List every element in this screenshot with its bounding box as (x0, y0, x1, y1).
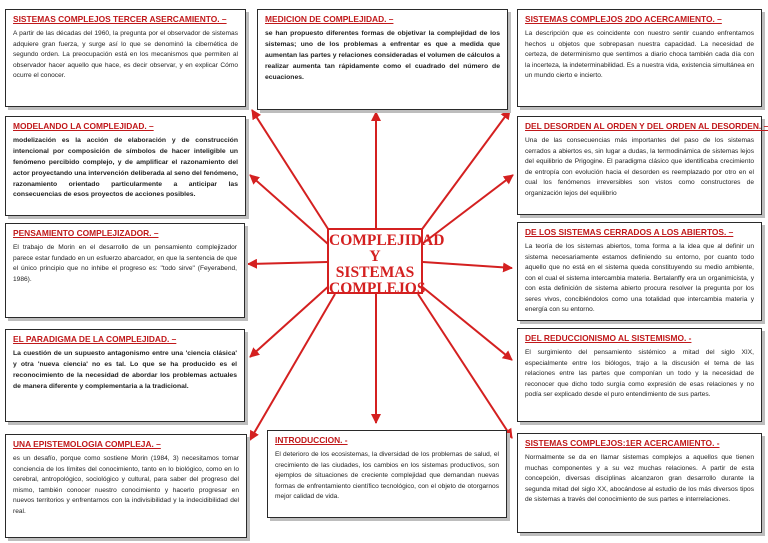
arrow-to-paradigma (250, 285, 330, 357)
box-pensamiento-complejizador (5, 223, 245, 318)
box-paradigma-complejidad (5, 329, 245, 422)
box-epistemologia-compleja (5, 434, 247, 538)
arrow-to-cerrados (423, 262, 512, 268)
box-text: El trabajo de Morin en el desarrollo de un pensamiento complejizador parece estar fundado en un esfuerzo abarcador, en que la sentencia de que el único principio que no inhibe el progreso es: "todo sirve" (Feyerabend, 1986). (13, 244, 237, 283)
box-title: DE LOS SISTEMAS CERRADOS A LOS ABIERTOS. – (525, 227, 734, 237)
arrow-to-pensamiento (248, 262, 327, 264)
box-text: La teoría de los sistemas abiertos, toma forma a la idea que al definir un sistema necesariamente estamos definiendo su entorno, por cuanto todo aquello que no está en el sistema queda constituyendo su medio ambiente, con el cual el sistema intercambia materia. Bertalanffy era un organimicista, y con esta definición de sistema abierto procura resolver la pregunta por los seres vivos, concibiéndolos como una totalidad que intercambia materia y energía con su entorno. (525, 243, 754, 314)
box-text: El deterioro de los ecosistemas, la diversidad de los problemas de salud, el crecimiento de las ciudades, los cambios en los sistemas productivos, son ejemplos de situaciones de creciente complejidad que demandan nuevas formas de enfrentamiento científico tecnológico, con el objeto de otorgarnos mejor calidad de vida. (275, 451, 499, 501)
box-title: EL PARADIGMA DE LA COMPLEJIDAD. – (13, 334, 177, 344)
box-primer-acercamiento (517, 433, 762, 533)
box-text: se han propuesto diferentes formas de objetivar la complejidad de los sistemas; uno de los problemas a enfrentar es que a medida que aumentan las partes y relaciones consideradas el volumen de cálculos a realizar aumenta tan rápidamente como el cuadrado del número de ecuaciones. (265, 30, 500, 81)
box-modelando-complejidad (5, 116, 246, 216)
box-title: SISTEMAS COMPLEJOS TERCER ASERCAMIENTO. – (13, 14, 227, 24)
central-node-title: COMPLEJIDAD Y SISTEMAS COMPLEJOS (329, 232, 445, 297)
box-text: Una de las consecuencias más importantes del paso de los sistemas cerrados a abiertos es, sin lugar a dudas, la termodinámica de sistemas lejos del equilibrio de Prigogine. El paradigma clásico que identificaba crecimiento de entropía con evolución hacia el desorden es reemplazado por otro en el cual los fenómenos irreversibles son vistos como constructores de organización lejos del equilibrio (525, 137, 754, 197)
box-title: MEDICION DE COMPLEJIDAD. – (265, 14, 394, 24)
box-title: INTRODUCCION. - (275, 435, 348, 445)
box-text: es un desafío, porque como sostiene Morin (1984, 3) necesitamos tomar conciencia de los límites del conocimiento, tanto en lo biológico, como en lo cerebral, antropológico, sociológico y cultural, para saber del progreso del mismo, también conocer nuestro conocimiento y hacerlo progresar en nuevos territorios y enfrentarnos con la indivisibilidad y la indecidibilidad del real. (13, 455, 239, 515)
box-text: modelización es la acción de elaboración y de construcción intencional por composición de símbolos de hacer inteligible un fenómeno percibido complejo, y de amplificar el razonamiento del actor proyectando una intervención deliberada al seno del fenómeno, razonamiento orientado particularmente a anticipar las consecuencias de esos proyectos de acciones posibles. (13, 137, 238, 199)
box-reduccionismo-sistemismo (517, 328, 762, 422)
box-title: SISTEMAS COMPLEJOS 2DO ACERCAMIENTO. – (525, 14, 722, 24)
box-medicion-complejidad (257, 9, 508, 110)
arrow-to-primer (418, 294, 512, 438)
arrow-to-tercer (252, 110, 330, 232)
box-text: La cuestión de un supuesto antagonismo entre una 'ciencia clásica' y otra 'nueva ciencia' no es tal. Lo que se ha producido es el reconocimiento de la necesidad de abordar los problemas actuales de manera diferente y complementaria a la tradicional. (13, 350, 237, 390)
box-title: MODELANDO LA COMPLEJIDAD. – (13, 121, 154, 131)
box-title: DEL REDUCCIONISMO AL SISTEMISMO. - (525, 333, 692, 343)
arrow-to-epistemologia (250, 294, 335, 440)
box-text: Normalmente se da en llamar sistemas complejos a aquellos que tienen muchas componentes y a su vez muchas relaciones. A partir de esta concepción, diversas disciplinas alcanzaron gran desarrollo durante la segunda mitad del siglo XX, abocándose al estudio de los más diversos tipos de sistemas a través del conocimiento de sus partes e interrelaciones. (525, 454, 754, 504)
box-text: El surgimiento del pensamiento sistémico a mitad del siglo XIX, especialmente entre los biólogos, trajo a la discusión el tema de las relaciones entre las partes que componían un todo y la necesidad de reconocer que dicho todo surgía como expresión de esas relaciones y no podía ser explicado desde el puro entendimiento de sus partes. (525, 349, 754, 399)
box-cerrados-abiertos (517, 222, 762, 321)
box-introduccion (267, 430, 507, 518)
box-text: La descripción que es coincidente con nuestro sentir cuando enfrentamos hechos u objetos que sobrepasan nuestra capacidad. La necesidad de certeza, de determinismo que sentimos a diario choca también cada día con la incerteza, la indeterminabilidad. Es a nuestra vida, existencia simultánea en un mundo cierto e incierto. (525, 30, 754, 80)
box-title: UNA EPISTEMOLOGIA COMPLEJA. – (13, 439, 161, 449)
box-segundo-acercamiento (517, 9, 762, 107)
central-node (327, 228, 445, 297)
box-text: A partir de las décadas del 1960, la pregunta por el observador de sistemas adquiere gran fuerza, y surge así lo que se denominó la cibernética de segundo orden. La preocupación está en los mecanismos que permiten al observador hacer aquello que hace, es decir observar, y en explicar Cómo ocurre el conocer. (13, 30, 238, 80)
box-tercer-acercamiento (5, 9, 246, 107)
box-title: DEL DESORDEN AL ORDEN Y DEL ORDEN AL DESORDEN. – (525, 121, 768, 131)
box-title: PENSAMIENTO COMPLEJIZADOR. – (13, 228, 159, 238)
arrow-to-segundo (420, 110, 510, 232)
arrow-to-reduccionismo (420, 285, 512, 360)
box-desorden-orden (517, 116, 768, 215)
box-title: SISTEMAS COMPLEJOS:1ER ACERCAMIENTO. - (525, 438, 720, 448)
